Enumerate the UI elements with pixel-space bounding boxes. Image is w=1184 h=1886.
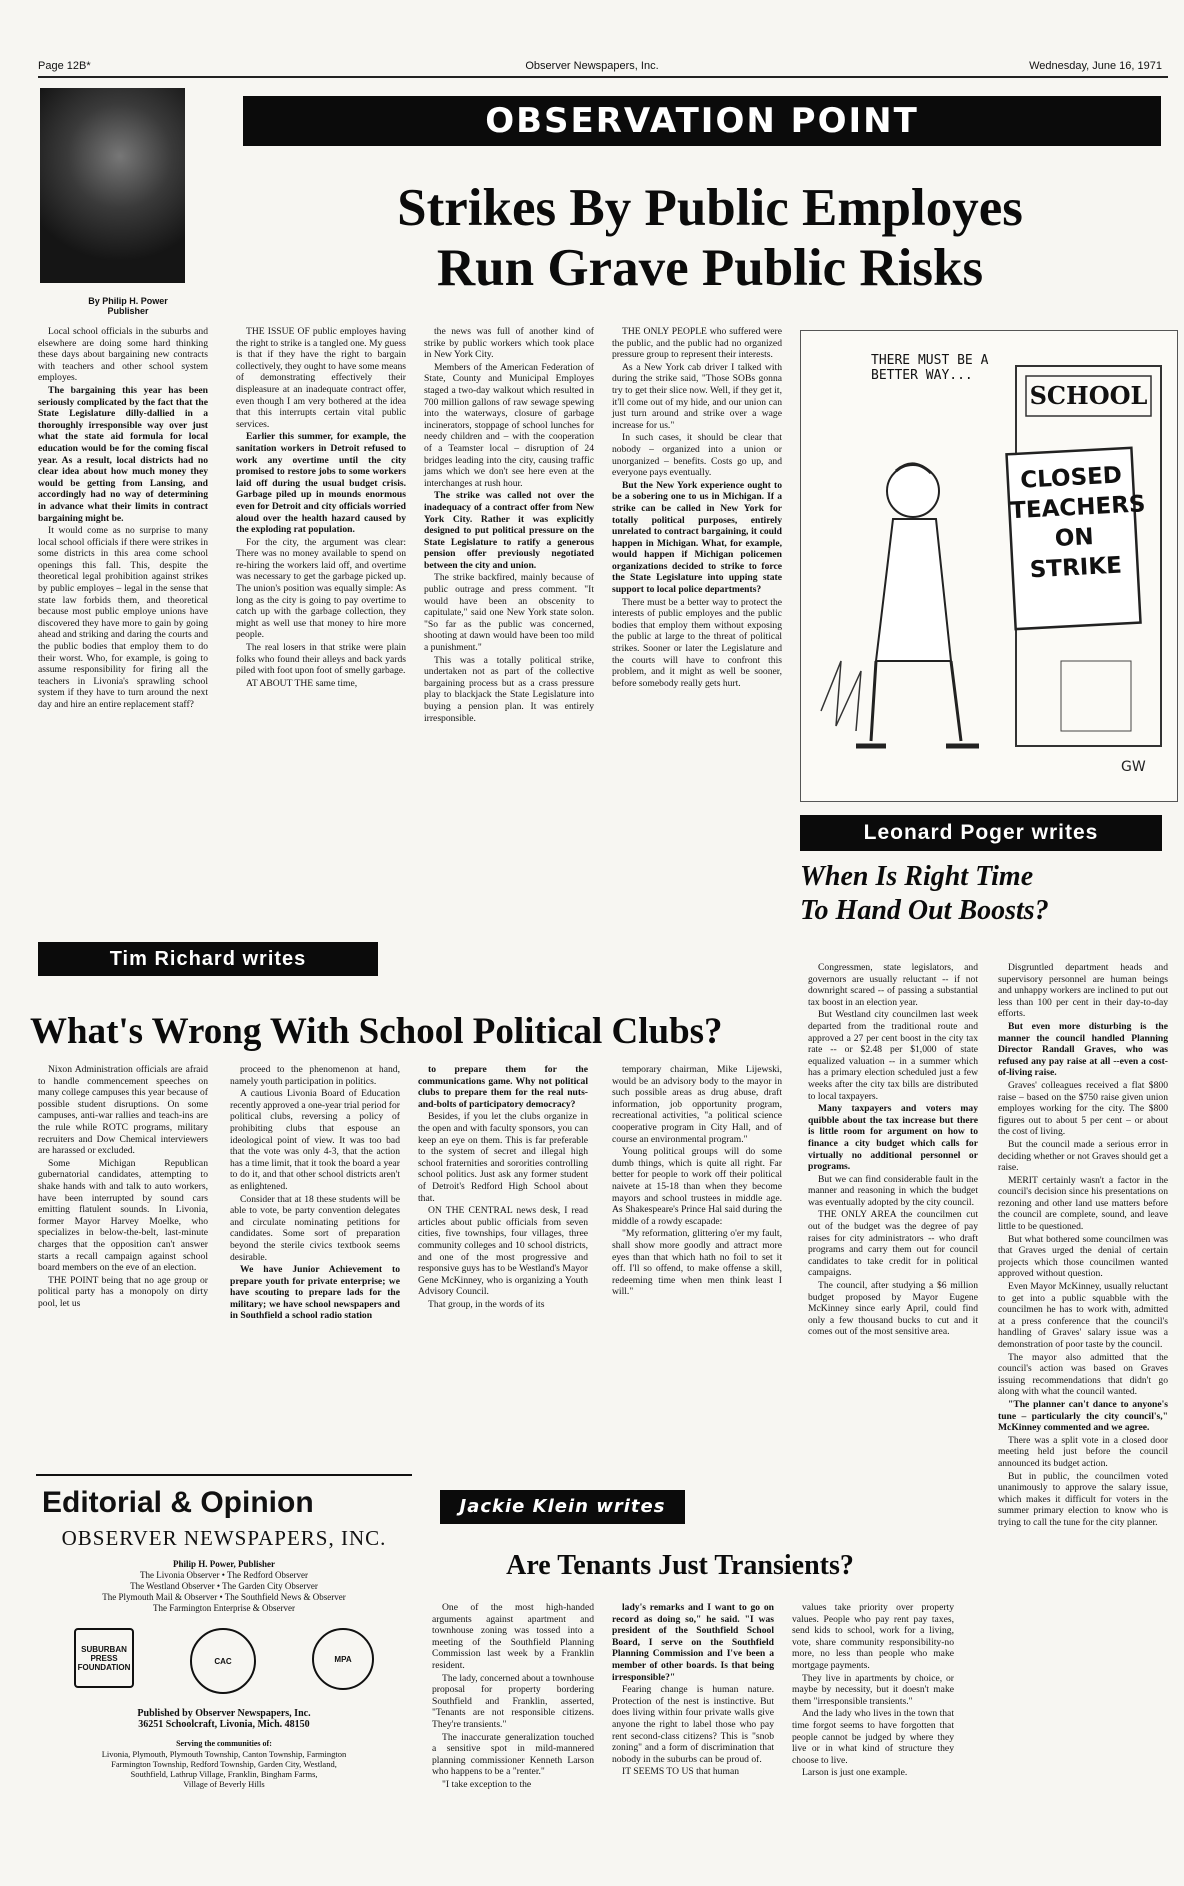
paragraph: "My reformation, glittering o'er my fault, shall show more goodly and attract more eyes than that which hath no foil to set it off. I'll so offend, to make offense a skill, redeeming time when men think least I will." [612,1228,782,1298]
poger-col2 [998,962,1168,1530]
poger-headline-line2: To Hand Out Boosts? [800,895,1049,926]
paragraph: But what bothered some councilmen was that Graves urged the denial of certain projects which those councilmen wanted approved without question. [998,1233,1168,1280]
paragraph: But Westland city councilmen last week departed from the traditional route and approved a 27 per cent boost in the city tax rate -- or $2.48 per $1,000 of state equalized valuation -- in a summer which has a primary election scheduled just a few weeks after the city tax bills are distributed to local taxpayers. [808,1009,978,1102]
main-headline-line1: Strikes By Public Employes [397,179,1023,237]
paragraph: ON THE CENTRAL news desk, I read articles about public officials from seven cities, five townships, four villages, three community colleges and 10 school districts, and one of the most progressive and responsive guys has to be Westland's Mayor Gene McKinney, who is organizing a Youth Advisory Council. [418,1205,588,1298]
paragraph: The real losers in that strike were plain folks who found their alleys and back yards piled with foot upon foot of smelly garbage. [236,642,406,677]
masthead-paper-name: OBSERVER NEWSPAPERS, INC. [61,1526,387,1550]
poger-column-bar: Leonard Poger writes [800,815,1162,851]
paragraph: And the lady who lives in the town that time forgot seems to have forgotten that people cannot be judged by where they live or in what kind of structure they choose to live. [792,1708,954,1766]
paragraph: "The planner can't dance to anyone's tune – particularly the city council's," McKinney commented and we agree. [998,1398,1168,1434]
page-number: Page 12B* [38,60,91,72]
paragraph: Even Mayor McKinney, usually reluctant to get into a public squabble with the councilmen he has to work with, admitted at a press conference that the council's handling of Graves' salary issue was a demonstration of poor taste by the council. [998,1281,1168,1350]
paragraph: Fearing change is human nature. Protection of the nest is instinctive. But does living within four private walls give anyone the right to label those who pay rent second-class citizens? This is "snob zoning" and a form of discrimination that nobody in the suburbs can be proud of. [612,1684,774,1765]
paragraph: Graves' colleagues received a flat $800 raise – based on the $750 raise given union employes working for the city. The $800 figures out to about 5 per cent – or about the cost of living. [998,1079,1168,1138]
cartoon-sign-line2: TEACHERS [1009,491,1147,525]
author-photo [40,88,185,283]
masthead-paper-3: The Plymouth Mail & Observer • The Southfield News & Observer [102,1592,346,1602]
masthead-serving-3: Southfield, Lathrup Village, Franklin, Bingham Farms, [130,1769,318,1779]
masthead-serving-2: Farmington Township, Redford Township, Garden City, Westland, [111,1759,337,1769]
paragraph: MERIT certainly wasn't a factor in the council's decision since his presentations on rezoning and other land use matters before the council are complete, sound, and leave little to be questioned. [998,1174,1168,1233]
main-story-col3 [424,326,594,725]
paragraph: But the New York experience ought to be a sobering one to us in Michigan. If a strike can be called in New York for totally political purposes, entirely unrelated to contract bargaining, it could happen in Michigan. What, for example, would happen if Michigan policemen organizations decided to strike to force the State Legislature into upping state support to local police departments? [612,479,782,596]
cartoon-caption: THERE MUST BE A BETTER WAY... [871,353,989,383]
paragraph: There must be a better way to protect the interests of public employes and the public bodies that employ them without exposing the public at large to the threat of political strikes. Sooner or later the Legislature and the courts will have to confront this problem, and it might as well be sooner, before somebody really gets hurt. [612,596,782,689]
paragraph: Earlier this summer, for example, the sanitation workers in Detroit refused to work any overtime until the city promised to restore jobs to some workers laid off during the usual budget crisis. Garbage piled up in mounds enormous even for Detroit and city officials worried aloud over the health hazard caused by the exploding rat population. [236,431,406,536]
svg-text:GW: GW [1121,759,1146,775]
paragraph: As a New York cab driver I talked with during the strike said, "Those SOBs gonna try to get their slice now. Well, if they get it, it'll come out of my hide, and our union can just turn around and strike over a wage increase for us." [612,361,782,431]
paragraph: The inaccurate generalization touched a sensitive spot in mild-mannered planning commissioner Kenneth Larson who happens to be a "renter." [432,1731,594,1778]
paragraph: The strike was called not over the inadequacy of a contract offer from New York City. Rather it was explicitly designed to put political pressure on the State Legislature to ratify a generous pension offer previously negotiated between the city and union. [424,490,594,571]
masthead-serving-title: Serving the communities of: [176,1739,272,1748]
paragraph: Young political groups will do some dumb things, which is quite all right. Far better for people to work off their political naivete at 15-18 than when they become mayors and school trustees in middle age. As Shakespeare's Prince Hal said during the middle of a rowdy escapade: [612,1146,782,1227]
masthead-serving-1: Livonia, Plymouth, Plymouth Township, Canton Township, Farmington [101,1749,347,1759]
masthead-title: Editorial & Opinion [42,1486,314,1519]
richard-col3 [418,1064,588,1311]
cartoon-sign-line1: CLOSED [1019,462,1123,494]
richard-column-bar: Tim Richard writes [38,942,378,976]
paragraph: In such cases, it should be clear that nobody – organized into a union or unorganized – benefits. Costs go up, and everyone pays eventually. [612,432,782,479]
paragraph: THE ONLY PEOPLE who suffered were the public, and the public had no organized pressure group to represent their interests. [612,326,782,361]
main-story-col2 [236,326,406,690]
paragraph: the news was full of another kind of strike by public workers which took place in New York City. [424,326,594,361]
paragraph: One of the most high-handed arguments against apartment and townhouse zoning was tossed into a meeting of the Southfield Planning Commission last week by a Franklin resident. [432,1602,594,1671]
richard-col1 [38,1064,208,1310]
paragraph: Nixon Administration officials are afraid to handle commencement speeches on many college campuses this year because of possible student disruptions. On some campuses, anti-war rallies and teach-ins are the rule while ROTC programs, military recruiters and Dow Chemical interviewers are harassed or excluded. [38,1064,208,1157]
paragraph: It would come as no surprise to many local school officials if there were strikes in some districts in this area come school openings this fall. This, despite the theoretical legal prohibition against strikes by public employes – legal in the sense that state law forbids them, and theoretical because most public employe unions have discovered they have more to gain by going ahead and striking and daring the courts and the public bodies that employ them to do their worst. Who, for example, is going to assume responsibility for firing all the teachers in Livonia's sprawling school system if they have to turn around the next day and hire an entire replacement staff? [38,525,208,710]
paragraph: The strike backfired, mainly because of public outrage and press comment. "It would have been an obscenity to capitulate," said one New York state solon. "So far as the public was concerned, shooting at dawn would have been too mild a punishment." [424,572,594,654]
richard-col2 [230,1064,400,1323]
paragraph: proceed to the phenomenon at hand, namely youth participation in politics. [230,1064,400,1087]
poger-headline-line1: When Is Right Time [800,861,1034,892]
klein-col2 [612,1602,774,1779]
paragraph: Congressmen, state legislators, and governors are usually reluctant -- if not downright scared -- of passing a substantial tax boost in an election year. [808,962,978,1008]
cartoon-sign-line3: ON [1054,523,1095,552]
paragraph: IT SEEMS TO US that human [622,1766,739,1778]
klein-col1 [432,1602,594,1792]
editorial-masthead [36,1474,412,1876]
paragraph: Larson is just one example. [802,1767,908,1779]
klein-col3 [792,1602,954,1780]
issue-date: Wednesday, June 16, 1971 [1029,60,1162,72]
paragraph: "I take exception to the [442,1778,532,1790]
paragraph: Local school officials in the suburbs and elsewhere are doing some hard thinking these days about bargaining new contracts with teachers and other school system employes. [38,326,208,384]
masthead-publisher: Philip H. Power, Publisher [173,1559,275,1569]
masthead-address: 36251 Schoolcraft, Livonia, Mich. 48150 [138,1719,310,1730]
paragraph: But even more disturbing is the manner the council handled Planning Director Randall Graves, who was refused any pay raise at all --even a cost-of-living raise. [998,1020,1168,1079]
paragraph: Consider that at 18 these students will be able to vote, be party convention delegates and circulate nominating petitions for candidates. Some sort of preparation beyond the sterile civics textbook seems desirable. [230,1193,400,1263]
paragraph: That group, in the words of its [428,1298,545,1310]
paragraph: values take priority over property values. People who pay rent pay taxes, send kids to school, work for a living, vote, share community responsibility-no more, no less than people who make mortgage payments. [792,1602,954,1671]
paragraph: But the council made a serious error in deciding whether or not Graves should get a raise. [998,1138,1168,1174]
richard-headline: What's Wrong With School Political Clubs? [30,1011,723,1052]
paragraph: A cautious Livonia Board of Education recently approved a one-year trial period for political clubs, reversing a policy of prohibiting clubs that espouse an ideological point of view. It was too bad that the vote was only 4-3, that the action has a time limit, that it took the board a year to do it, and that other school districts aren't as enlightened. [230,1088,400,1192]
paragraph: For the city, the argument was clear: There was no money available to spend on re-hiring the workers laid off, and overtime was necessary to get the garbage picked up. The union's position was equally simple: As long as the city is going to pay overtime to catch up with the garbage collection, they might as well use that money to hire more people. [236,536,406,641]
paragraph: The lady, concerned about a townhouse proposal for property bordering Southfield and Franklin, asserted, "Tenants are not responsible citizens. They're transients." [432,1672,594,1730]
main-headline-line2: Run Grave Public Risks [436,239,984,297]
byline: By Philip H. Power [88,296,168,306]
richard-col4 [612,1064,782,1299]
poger-col1 [808,962,978,1339]
cartoon-sign-school: SCHOOL [1029,381,1148,410]
masthead-serving-4: Village of Beverly Hills [183,1779,265,1789]
paragraph: THE ONLY AREA the councilmen cut out of the budget was the degree of pay raises for city administrators -- who draft programs and carry them out for council candidates to take credit for in political campaigns. [808,1209,978,1279]
paragraph: This was a totally political strike, undertaken not as part of the collective bargaining process but as a crass pressure play to blackjack the State Legislature into buying a pension plan. It was entirely irresponsible. [424,654,594,724]
klein-column-bar: Jackie Klein writes [440,1490,685,1524]
masthead-paper-2: The Westland Observer • The Garden City Observer [130,1581,318,1591]
paragraph: temporary chairman, Mike Lijewski, would be an advisory body to the mayor in such possible areas as drug abuse, draft information, job opportunity program, recreational activities, "a political science cooperative program in City Hall, and of course an environmental program." [612,1064,782,1145]
publisher-name: Observer Newspapers, Inc. [525,60,659,72]
header-rule [38,76,1168,78]
paragraph: THE ISSUE OF public employes having the right to strike is a tangled one. My guess is that if they have the right to bargain collectively, they ought to have some means of demonstrating effectively their displeasure at an inadequate contract offer, even though I am very bothered at the idea that this interrupts certain vital public services. [236,326,406,430]
masthead-paper-4: The Farmington Enterprise & Observer [153,1603,295,1613]
masthead-published-by: Published by Observer Newspapers, Inc. [137,1708,311,1719]
paragraph: We have Junior Achievement to prepare youth for private enterprise; we have scouting to prepare lads for the military; we have school newspapers and in Southfield a school radio station [230,1264,400,1322]
paragraph: Disgruntled department heads and supervisory personnel are human beings and unhappy workers are inclined to put out less than 100 per cent in their day-to-day efforts. [998,962,1168,1020]
main-story-col4 [612,326,782,690]
paragraph: lady's remarks and I want to go on record as doing so," he said. "I was president of the Southfield School Board, I serve on the Southfield Planning Commission and I've been a member of other boards. Is that being irresponsible?" [612,1602,774,1683]
paragraph: Some Michigan Republican gubernatorial candidates, attempting to shake hands with and talk to auto workers, have been interrupted by sound cars emitting flatulent sounds. In Livonia, former Mayor Harvey Moelke, who specializes in below-the-belt, last-minute charges that the opposition can't answer starts a recall campaign against school board members on the eve of an election. [38,1157,208,1274]
paragraph: Besides, if you let the clubs organize in the open and with faculty sponsors, you can keep an eye on them. This is far preferable to the system of secret and illegal high school fraternities and sororities controlling school politics. Just ask any former student of Detroit's Redford High School about that. [418,1111,588,1204]
paragraph: They live in apartments by choice, or maybe by necessity, but it doesn't make them "irresponsible transients." [792,1672,954,1707]
cartoon-sign-line4: STRIKE [1029,552,1123,584]
press-foundation-logo: SUBURBAN PRESS FOUNDATION [74,1628,134,1688]
masthead-paper-1: The Livonia Observer • The Redford Observer [140,1570,308,1580]
byline-title: Publisher [107,306,149,316]
paragraph: Many taxpayers and voters may quibble about the tax increase but there is little room for argument on how to finance a city budget which calls for virtually no additional personnel or programs. [808,1103,978,1173]
paragraph: The council, after studying a $6 million budget proposed by Mayor Eugene McKinney since early April, could find only a few thousand bucks to cut and it comes out of the most sensitive area. [808,1280,978,1338]
paragraph: to prepare them for the communications game. Why not political clubs to prepare them for the real nuts-and-bolts of participatory democracy? [418,1064,588,1110]
paragraph: The mayor also admitted that the council's action was based on Graves issuing recommendations that didn't go along with what the council wanted. [998,1351,1168,1398]
editorial-cartoon [800,330,1178,802]
cac-logo: CAC [190,1628,256,1694]
paragraph: Members of the American Federation of State, County and Municipal Employes staged a two-day walkout which resulted in 700 million gallons of raw sewage spewing into the waterways, closure of garbage incinerators, stoppage of school lunches for needy children and – with the cooperation of a Teamster local – disruption of 24 bridges leading into the city, causing traffic jams which we don't see here even at the interchanges at rush hour. [424,361,594,489]
paragraph: But we can find considerable fault in the manner and reasoning in which the budget was eventually adopted by the city council. [808,1173,978,1208]
main-story-col1 [38,326,208,712]
paragraph: The bargaining this year has been seriously complicated by the fact that the State Legislature dilly-dallied in a thoroughly irresponsible way over just what the state aid formula for local education would be for the coming fiscal year. As a result, local districts had no clear idea about how much money they would be getting from Lansing, and accordingly had no way of determining in advance what their limits in contract bargaining might be. [38,384,208,524]
section-banner: OBSERVATION POINT [243,96,1161,146]
mpa-seal-logo: MPA [312,1628,374,1690]
paragraph: THE POINT being that no age group or political party has a monopoly on dirty pool, let us [38,1274,208,1309]
paragraph: There was a split vote in a closed door meeting held just before the council announced its budget action. [998,1434,1168,1469]
paragraph: But in public, the councilmen voted unanimously to approve the salary issue, which makes it difficult for voters in the summer primary election to know who is trying to call the tune for the city planner. [998,1470,1168,1528]
klein-headline: Are Tenants Just Transients? [506,1550,854,1581]
paragraph: AT ABOUT THE same time, [246,677,358,689]
